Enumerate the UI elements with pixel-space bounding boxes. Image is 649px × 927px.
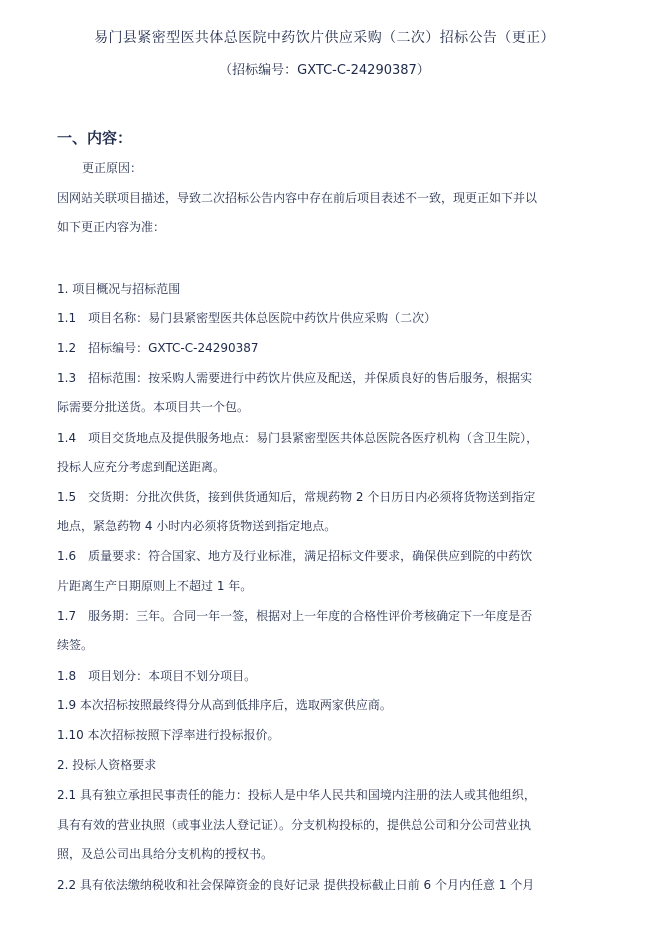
tender-number: （招标编号：GXTC-C-24290387） <box>219 63 430 78</box>
paragraph-line: 1. 项目概况与招标范围 <box>57 282 181 296</box>
paragraph-line: 1.9 本次招标按照最终得分从高到低排序后，选取两家供应商。 <box>57 698 392 712</box>
paragraph-line: 2.1 具有独立承担民事责任的能力：投标人是中华人民共和国境内注册的法人或其他组织， <box>57 788 536 802</box>
paragraph-line: 1.1 项目名称：易门县紧密型医共体总医院中药饮片供应采购（二次） <box>57 311 437 325</box>
paragraph-line: 1.6 质量要求：符合国家、地方及行业标准，满足招标文件要求，确保供应到院的中药饮 <box>57 549 533 563</box>
paragraph-line: 具有有效的营业执照（或事业法人登记证）。分支机构投标的，提供总公司和分公司营业执 <box>57 818 532 832</box>
paragraph-line: 1.2 招标编号：GXTC-C-24290387 <box>57 341 259 355</box>
correction-reason-label: 更正原因： <box>82 161 143 175</box>
document-title: 易门县紧密型医共体总医院中药饮片供应采购（二次）招标公告（更正） <box>94 30 555 46</box>
paragraph-line: 1.5 交货期：分批次供货，接到供货通知后，常规药物 2 个日历日内必须将货物送到指定 <box>57 490 536 504</box>
paragraph-line: 2.2 具有依法缴纳税收和社会保障资金的良好记录 提供投标截止日前 6 个月内任意 1 个月 <box>57 878 535 892</box>
paragraph-line: 因网站关联项目描述，导致二次招标公告内容中存在前后项目表述不一致，现更正如下并以 <box>57 191 538 205</box>
paragraph-line: 1.10 本次招标按照下浮率进行投标报价。 <box>57 728 280 742</box>
paragraph-line: 续签。 <box>57 638 94 652</box>
paragraph-line: 如下更正内容为准： <box>57 220 166 234</box>
paragraph-line: 际需要分批送货。本项目共一个包。 <box>57 400 250 414</box>
paragraph-line: 投标人应充分考虑到配送距离。 <box>57 460 226 474</box>
paragraph-line: 2. 投标人资格要求 <box>57 758 157 772</box>
paragraph-line: 1.7 服务期：三年。合同一年一签，根据对上一年度的合格性评价考核确定下一年度是否 <box>57 609 533 623</box>
paragraph-line: 片距离生产日期原则上不超过 1 年。 <box>57 579 253 593</box>
paragraph-line: 1.4 项目交货地点及提供服务地点：易门县紧密型医共体总医院各医疗机构（含卫生院）， <box>57 431 539 445</box>
paragraph-line: 1.8 项目划分：本项目不划分项目。 <box>57 669 257 683</box>
paragraph-line: 1.3 招标范围：按采购人需要进行中药饮片供应及配送，并保质良好的售后服务，根据实 <box>57 371 533 385</box>
paragraph-line: 照，及总公司出具给分支机构的授权书。 <box>57 847 274 861</box>
paragraph-line: 地点，紧急药物 4 小时内必须将货物送到指定地点。 <box>57 519 337 533</box>
section-heading: 一、内容： <box>57 129 133 147</box>
